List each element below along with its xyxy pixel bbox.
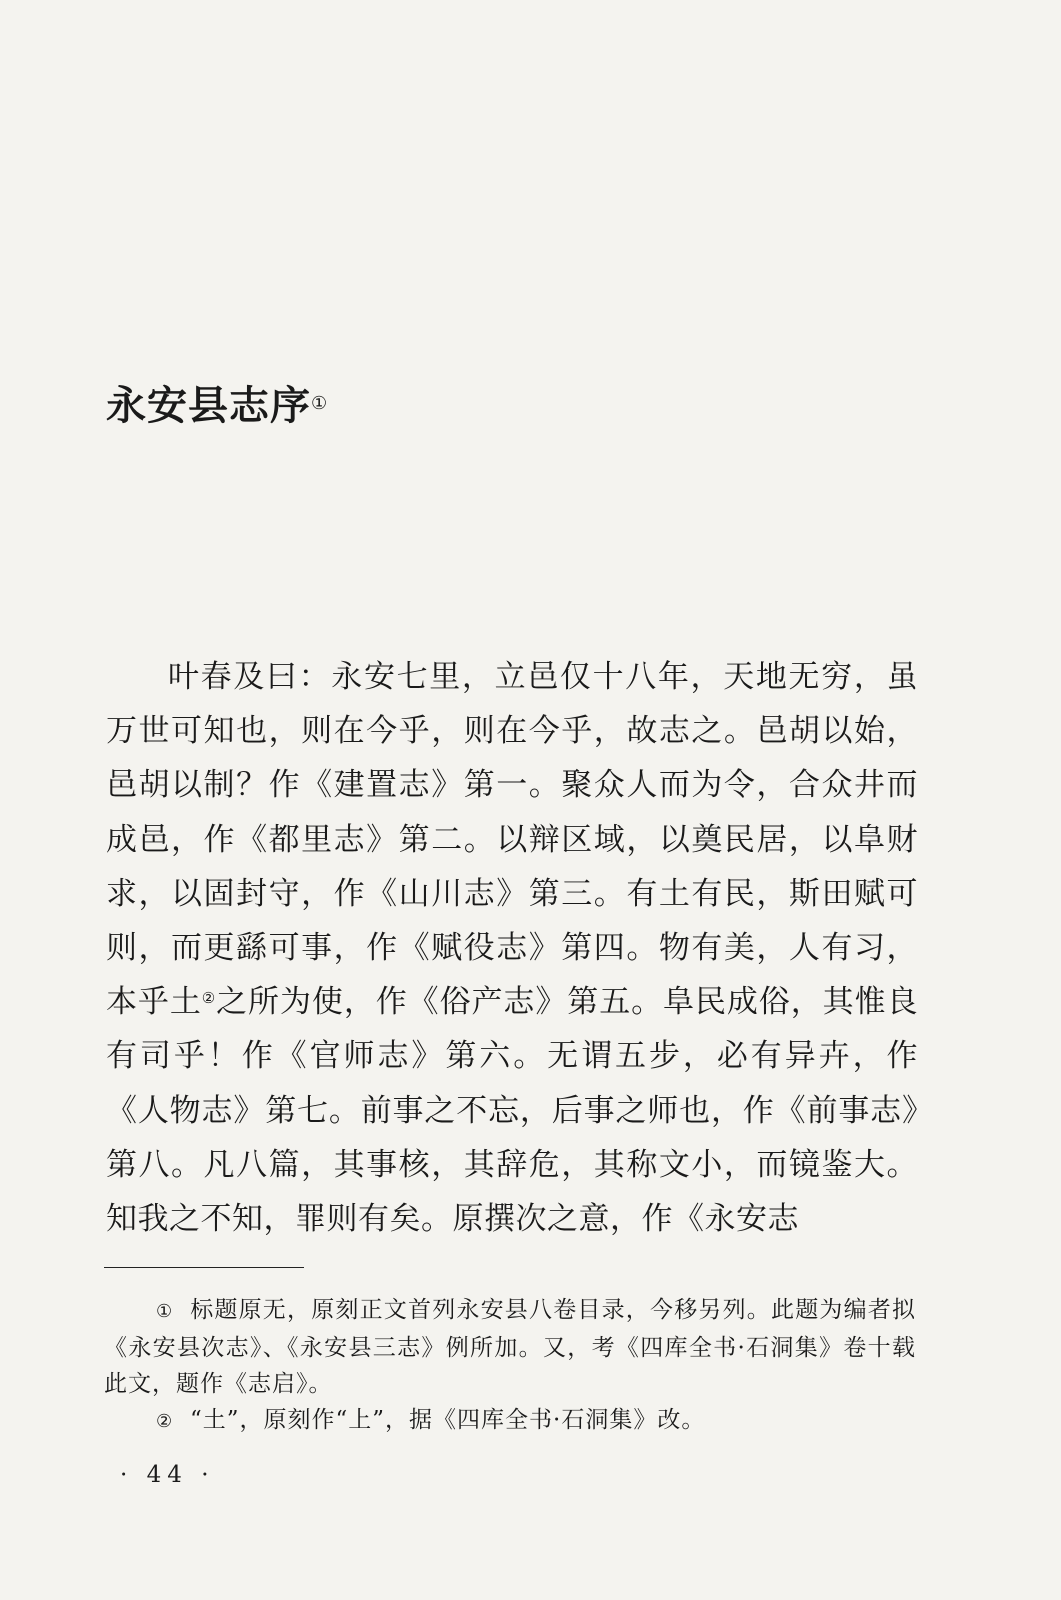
body-paragraph: [106, 650, 918, 1246]
footnote-1-text: 标题原无，原刻正文首列永安县八卷目录，今移另列。此题为编者拟《永安县次志》、《永安县三志》例所加。又，考《四库全书·石洞集》卷十载此文，题作《志启》。: [104, 1297, 916, 1397]
footnotes: [104, 1292, 916, 1440]
title-note-mark: ①: [311, 393, 329, 414]
body-text-part2: 之所为使，作《俗产志》第五。阜民成俗，其惟良有司乎！作《官师志》第六。无谓五步，必有异卉，作《人物志》第七。前事之不忘，后事之师也，作《前事志》第八。凡八篇，其事核，其辞危，其称文小，而镜鉴大。知我之不知，罪则有矣。原撰次之意，作《永安志: [106, 984, 918, 1238]
footnote-2: [104, 1402, 916, 1440]
page-number: · 44 ·: [120, 1462, 215, 1488]
footnote-divider: [104, 1267, 304, 1268]
footnote-1: [104, 1292, 916, 1402]
footnote-2-text: “土”，原刻作“上”，据《四库全书·石洞集》改。: [190, 1407, 706, 1433]
footnote-2-mark: ②: [156, 1411, 174, 1432]
page-title: [106, 382, 328, 430]
body-note-mark: ②: [201, 989, 217, 1008]
title-text: 永安县志序: [106, 383, 311, 429]
footnote-1-mark: ①: [156, 1301, 174, 1322]
body-text-part1: 叶春及曰：永安七里，立邑仅十八年，天地无穷，虽万世可知也，则在今乎，则在今乎，故志之。邑胡以始，邑胡以制？作《建置志》第一。聚众人而为令，合众井而成邑，作《都里志》第二。以辩区域，以奠民居，以阜财求，以固封守，作《山川志》第三。有土有民，斯田赋可则，而更繇可事，作《赋役志》第四。物有美，人有习，本乎土: [106, 659, 918, 1021]
